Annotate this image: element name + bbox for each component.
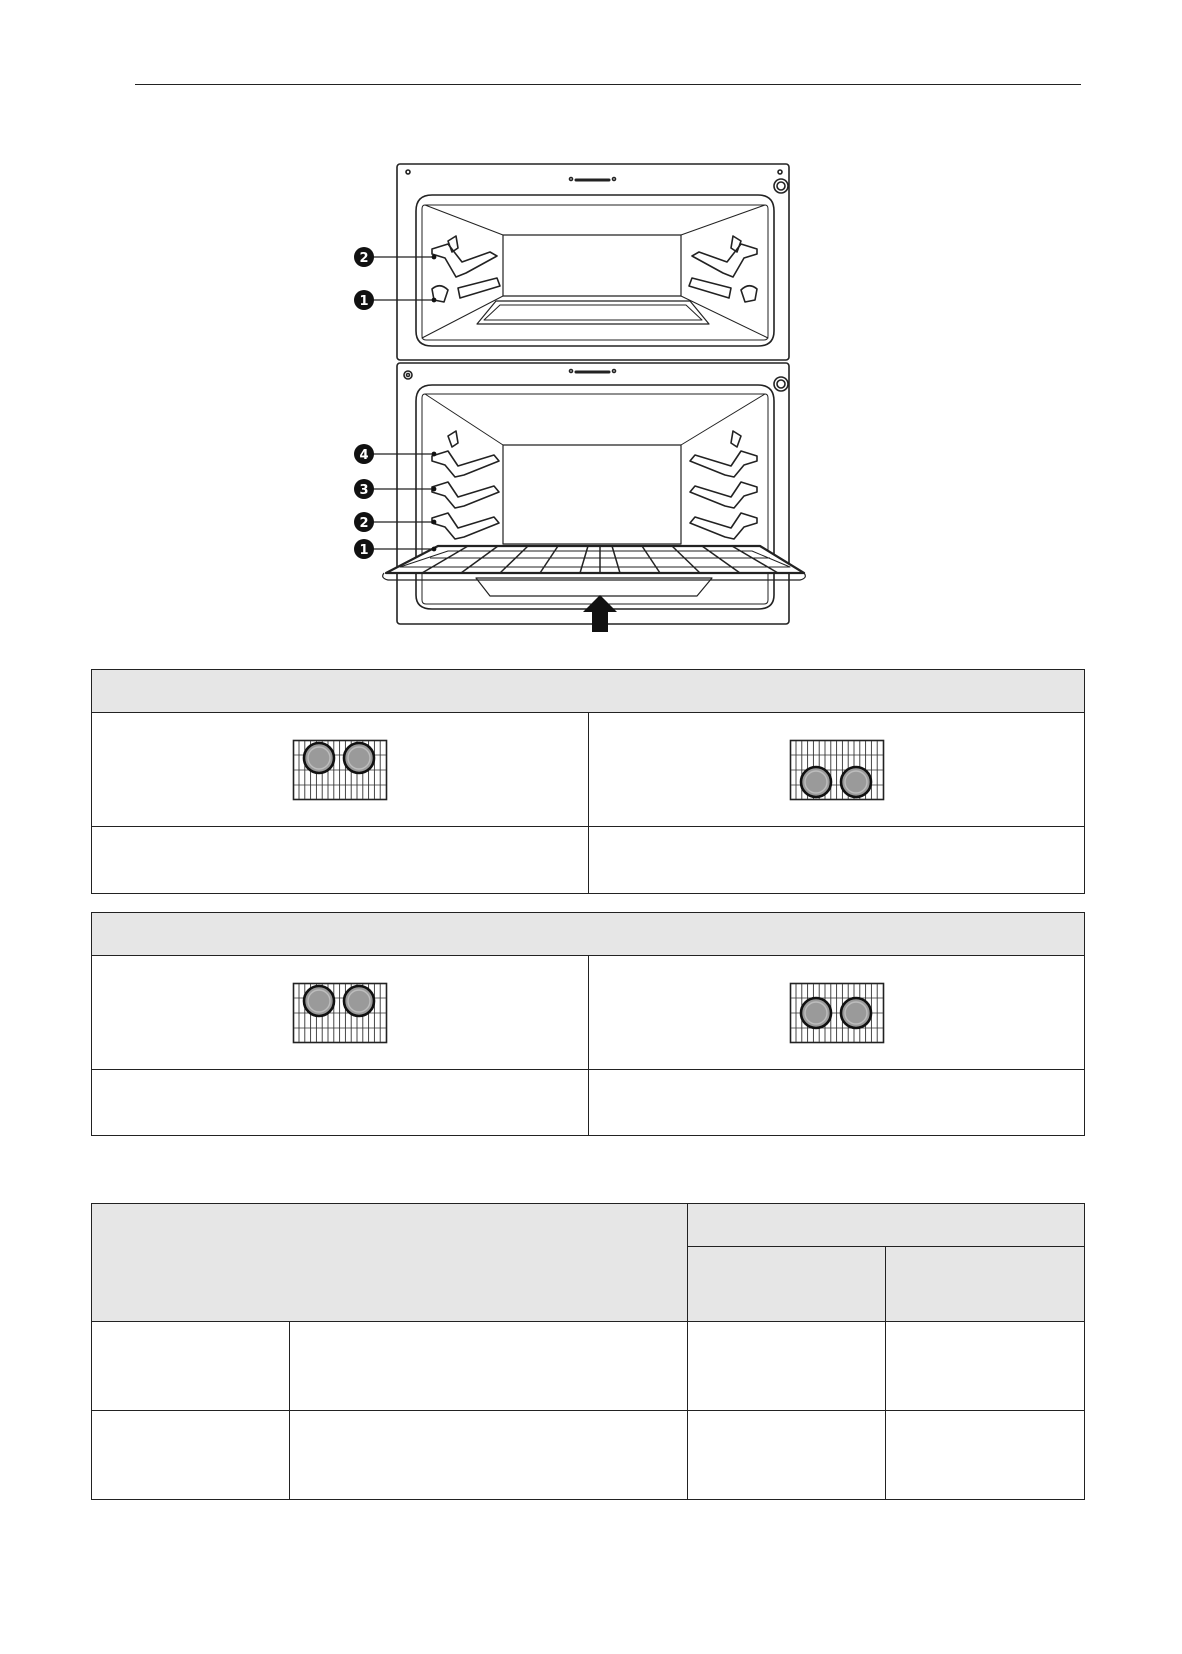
lower-callout-4 bbox=[354, 444, 374, 464]
rack-diagram-icon bbox=[292, 739, 388, 801]
rack-with-back-pans bbox=[92, 713, 588, 826]
header-rule bbox=[135, 84, 1081, 85]
upper-callout-1 bbox=[354, 290, 374, 310]
position-table-subheader bbox=[886, 1247, 1085, 1322]
pan-placement-table-1 bbox=[91, 669, 1085, 894]
rack-diagram-icon bbox=[789, 739, 885, 801]
lower-oven-back-panel bbox=[503, 445, 681, 544]
insert-arrow-icon bbox=[583, 595, 617, 632]
rack-diagram-cell bbox=[92, 713, 589, 827]
table-cell bbox=[688, 1322, 886, 1411]
option-caption bbox=[589, 827, 1085, 894]
svg-text:2: 2 bbox=[359, 516, 369, 531]
svg-text:1: 1 bbox=[359, 543, 369, 558]
table-cell bbox=[290, 1411, 688, 1500]
option-caption bbox=[92, 827, 589, 894]
pan-placement-table-2 bbox=[91, 912, 1085, 1136]
table-row bbox=[92, 1322, 1085, 1411]
table-cell bbox=[290, 1322, 688, 1411]
lower-oven-cavity bbox=[416, 385, 774, 609]
rack-with-back-pans bbox=[92, 956, 588, 1069]
table-cell bbox=[92, 1322, 290, 1411]
option-caption bbox=[92, 1070, 589, 1136]
upper-callout-2 bbox=[354, 247, 374, 267]
double-oven-rack-position-illustration bbox=[344, 156, 824, 632]
svg-text:2: 2 bbox=[359, 251, 369, 266]
option-caption bbox=[589, 1070, 1085, 1136]
table-heading bbox=[92, 913, 1085, 956]
rack-diagram-cell bbox=[92, 956, 589, 1070]
table-cell bbox=[688, 1411, 886, 1500]
table-cell bbox=[92, 1411, 290, 1500]
rack-with-front-pans bbox=[589, 713, 1084, 826]
lower-callout-3 bbox=[354, 479, 374, 499]
table-heading bbox=[92, 670, 1085, 713]
position-table-corner-header bbox=[92, 1204, 688, 1322]
upper-oven-frame bbox=[397, 164, 789, 360]
lower-callout-1 bbox=[354, 539, 374, 559]
table-cell bbox=[886, 1322, 1085, 1411]
svg-text:4: 4 bbox=[359, 448, 369, 463]
table-row bbox=[92, 1411, 1085, 1500]
rack-position-table bbox=[91, 1203, 1085, 1500]
lower-callout-2 bbox=[354, 512, 374, 532]
oven-rack bbox=[383, 546, 806, 580]
svg-text:1: 1 bbox=[359, 294, 369, 309]
rack-diagram-cell bbox=[589, 956, 1085, 1070]
position-table-subheader bbox=[688, 1247, 886, 1322]
rack-diagram-cell bbox=[589, 713, 1085, 827]
rack-diagram-icon bbox=[292, 982, 388, 1044]
position-table-header bbox=[688, 1204, 1085, 1247]
table-cell bbox=[886, 1411, 1085, 1500]
rack-diagram-icon bbox=[789, 982, 885, 1044]
svg-text:3: 3 bbox=[359, 483, 369, 498]
rack-with-middle-pans bbox=[589, 956, 1084, 1069]
